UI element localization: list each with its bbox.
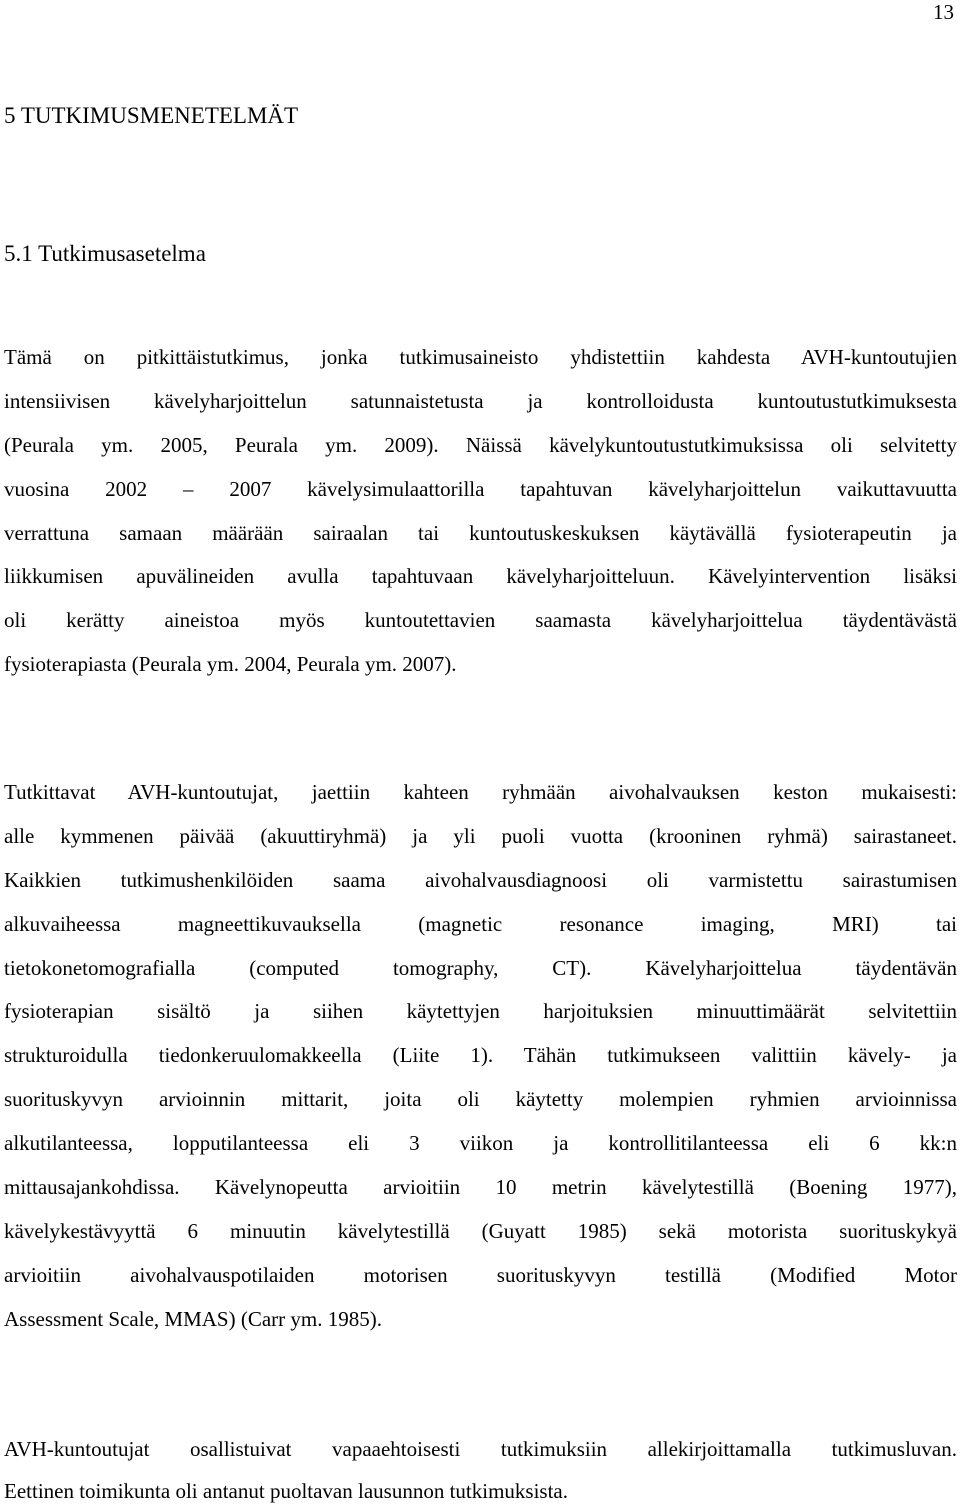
text-line: (Peurala ym. 2005, Peurala ym. 2009). Näissä kävelykuntoutustutkimuksissa oli selvitetty <box>4 432 957 457</box>
text-line: alkutilanteessa, lopputilanteessa eli 3 viikon ja kontrollitilanteessa eli 6 kk:n <box>4 1131 957 1156</box>
text-line: oli kerätty aineistoa myös kuntoutettavien saamasta kävelyharjoittelua täydentävästä <box>4 608 957 633</box>
chapter-heading: 5 TUTKIMUSMENETELMÄT <box>4 103 299 128</box>
text-line: fysioterapiasta (Peurala ym. 2004, Peurala ym. 2007). <box>4 652 457 677</box>
section-heading: 5.1 Tutkimusasetelma <box>4 241 206 266</box>
text-line: Assessment Scale, MMAS) (Carr ym. 1985). <box>4 1306 382 1331</box>
text-line: Tämä on pitkittäistutkimus, jonka tutkimusaineisto yhdistettiin kahdesta AVH-kuntoutujien <box>4 345 957 369</box>
text-line: Tutkittavat AVH-kuntoutujat, jaettiin kahteen ryhmään aivohalvauksen keston mukaisesti: <box>4 780 957 804</box>
page-number: 13 <box>933 0 954 24</box>
paragraph-participants <box>4 771 957 1342</box>
text-line: intensiivisen kävelyharjoittelun satunnaistetusta ja kontrolloidusta kuntoutustutkimuksesta <box>4 388 957 413</box>
text-line: verrattuna samaan määrään sairaalan tai kuntoutuskeskuksen käytävällä fysioterapeutin ja <box>4 520 957 545</box>
paragraph-study-design <box>4 336 957 687</box>
text-line: arvioitiin aivohalvauspotilaiden motorisen suorituskyvyn testillä (Modified Motor <box>4 1262 957 1287</box>
text-line: suorituskyvyn arvioinnin mittarit, joita oli käytetty molempien ryhmien arvioinnissa <box>4 1087 957 1112</box>
text-line: strukturoidulla tiedonkeruulomakkeella (Liite 1). Tähän tutkimukseen valittiin kävely- ja <box>4 1043 957 1068</box>
text-line: liikkumisen apuvälineiden avulla tapahtuvaan kävelyharjoitteluun. Kävelyintervention lisäksi <box>4 564 957 589</box>
text-line: alkuvaiheessa magneettikuvauksella (magnetic resonance imaging, MRI) tai <box>4 911 957 936</box>
text-line: AVH-kuntoutujat osallistuivat vapaaehtoisesti tutkimuksiin allekirjoittamalla tutkimusluvan. <box>4 1437 957 1461</box>
text-line: kävelykestävyyttä 6 minuutin kävelytestillä (Guyatt 1985) sekä motorista suorituskykyä <box>4 1218 957 1243</box>
text-line: tietokonetomografialla (computed tomography, CT). Kävelyharjoittelua täydentävän <box>4 955 957 980</box>
text-line: alle kymmenen päivää (akuuttiryhmä) ja yli puoli vuotta (krooninen ryhmä) sairastaneet. <box>4 823 957 848</box>
text-line: fysioterapian sisältö ja siihen käytettyjen harjoituksien minuuttimäärät selvitettiin <box>4 999 957 1024</box>
text-line: vuosina 2002 – 2007 kävelysimulaattorilla tapahtuvan kävelyharjoittelun vaikuttavuutta <box>4 476 957 501</box>
text-line: Kaikkien tutkimushenkilöiden saama aivohalvausdiagnoosi oli varmistettu sairastumisen <box>4 867 957 892</box>
paragraph-consent <box>4 1428 957 1512</box>
text-line: Eettinen toimikunta oli antanut puoltavan lausunnon tutkimuksista. <box>4 1479 569 1503</box>
text-line: mittausajankohdissa. Kävelynopeutta arvioitiin 10 metrin kävelytestillä (Boening 1977), <box>4 1175 957 1200</box>
